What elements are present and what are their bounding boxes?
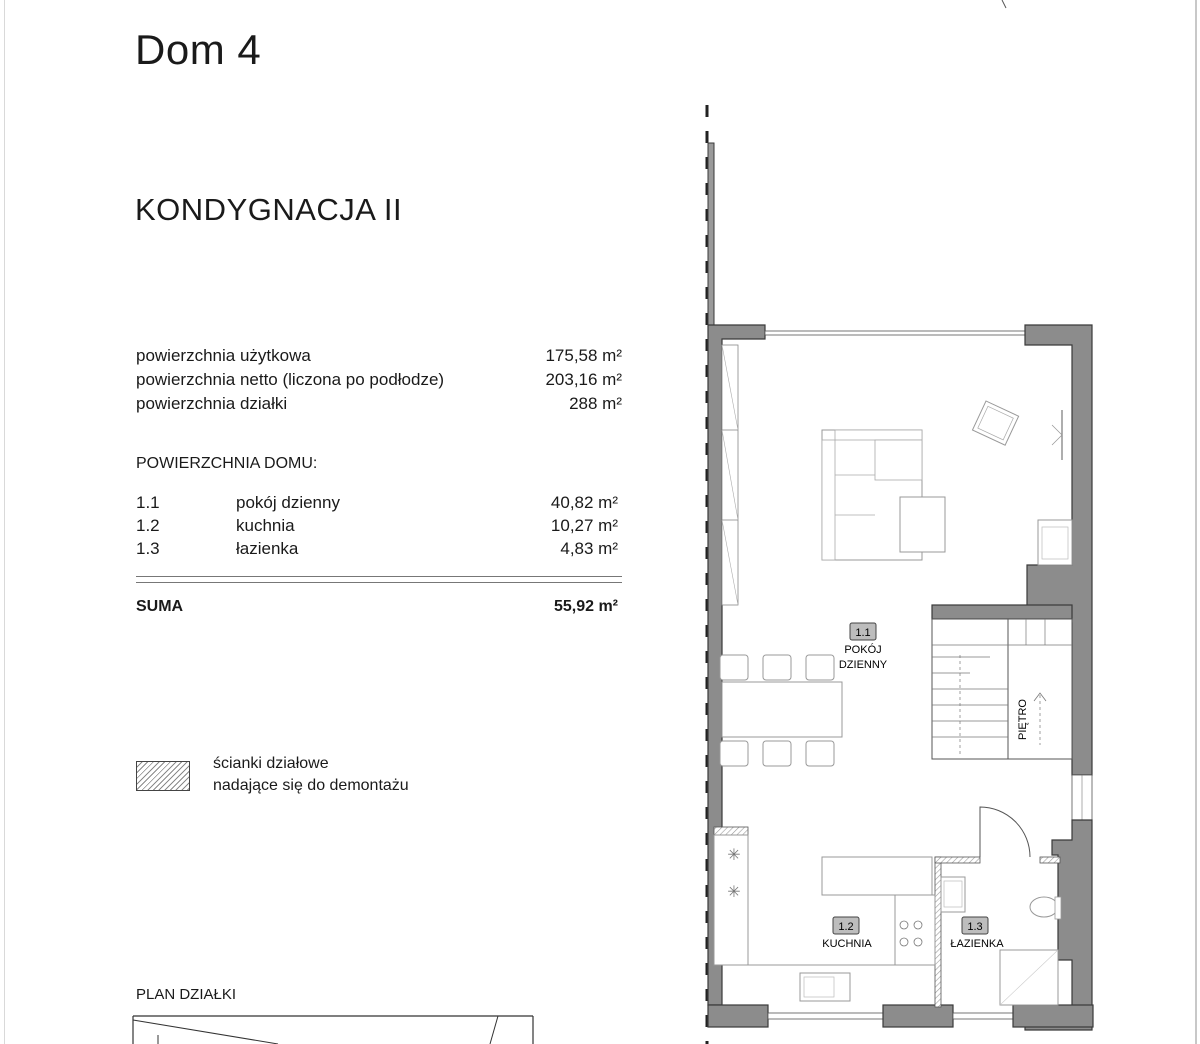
sum-label: SUMA [136, 598, 184, 615]
room-name: pokój dzienny [236, 493, 340, 512]
hatch-swatch [136, 761, 190, 791]
dining-island [720, 655, 842, 766]
room-label: ŁAZIENKA [950, 938, 1004, 950]
floor-plan [690, 95, 1100, 1044]
badge-number: 1.2 [838, 921, 854, 933]
page-edge-left [4, 0, 5, 1044]
area-label: powierzchnia użytkowa [136, 346, 311, 365]
room-row [136, 516, 618, 538]
corner-mark [996, 0, 1016, 12]
window-top [765, 331, 1025, 335]
page-title: Dom 4 [135, 26, 262, 73]
legend-text [213, 753, 409, 797]
page-edge-right [1195, 0, 1197, 1044]
room-label: DZIENNY [838, 659, 888, 671]
room-badge-kitchen [822, 917, 872, 950]
wall-stairs [932, 605, 1072, 619]
area-row-usable [136, 346, 622, 366]
room-area: 4,83 m² [560, 539, 618, 558]
room-badge-bathroom [950, 917, 1004, 950]
room-number: 1.1 [136, 493, 160, 512]
area-row-plot [136, 394, 622, 414]
rooms-heading: POWIERZCHNIA DOMU: [136, 455, 318, 472]
sum-area: 55,92 m² [553, 598, 618, 615]
area-label: powierzchnia netto (liczona po podłodze) [136, 370, 445, 389]
window-bottom-left [768, 1013, 883, 1019]
armchair [972, 401, 1018, 445]
staircase [932, 619, 1072, 759]
table-divider [136, 576, 622, 583]
room-area: 10,27 m² [550, 516, 618, 535]
coffee-table [900, 497, 945, 552]
room-name: łazienka [236, 539, 299, 558]
area-label: powierzchnia działki [136, 394, 288, 413]
badge-number: 1.1 [855, 627, 871, 639]
room-badge-living [839, 623, 888, 671]
area-value: 288 m² [569, 394, 622, 413]
floor-title: KONDYGNACJA II [135, 192, 403, 227]
badge-number: 1.3 [967, 921, 983, 933]
stairs-label: PIĘTRO [1017, 699, 1029, 740]
room-area: 40,82 m² [550, 493, 618, 512]
area-value: 175,58 m² [545, 346, 622, 365]
legend-line: nadające się do demontażu [213, 777, 409, 794]
room-number: 1.3 [136, 539, 160, 558]
area-row-net [136, 370, 622, 390]
room-row [136, 493, 618, 515]
room-label: POKÓJ [844, 644, 882, 656]
svg-text:✳: ✳ [727, 882, 741, 901]
legend-line: ścianki działowe [213, 755, 329, 772]
kitchen-furniture [714, 835, 935, 1001]
partition-wall [935, 857, 941, 1007]
window-bottom-right [953, 1013, 1013, 1019]
room-row [136, 539, 618, 561]
room-name: kuchnia [236, 516, 295, 535]
site-plan-label: PLAN DZIAŁKI [136, 986, 237, 1003]
room-label: KUCHNIA [822, 938, 872, 950]
room-number: 1.2 [136, 516, 160, 535]
site-plan-drawing [128, 1010, 538, 1044]
svg-text:✳: ✳ [727, 845, 741, 864]
area-value: 203,16 m² [545, 370, 622, 389]
